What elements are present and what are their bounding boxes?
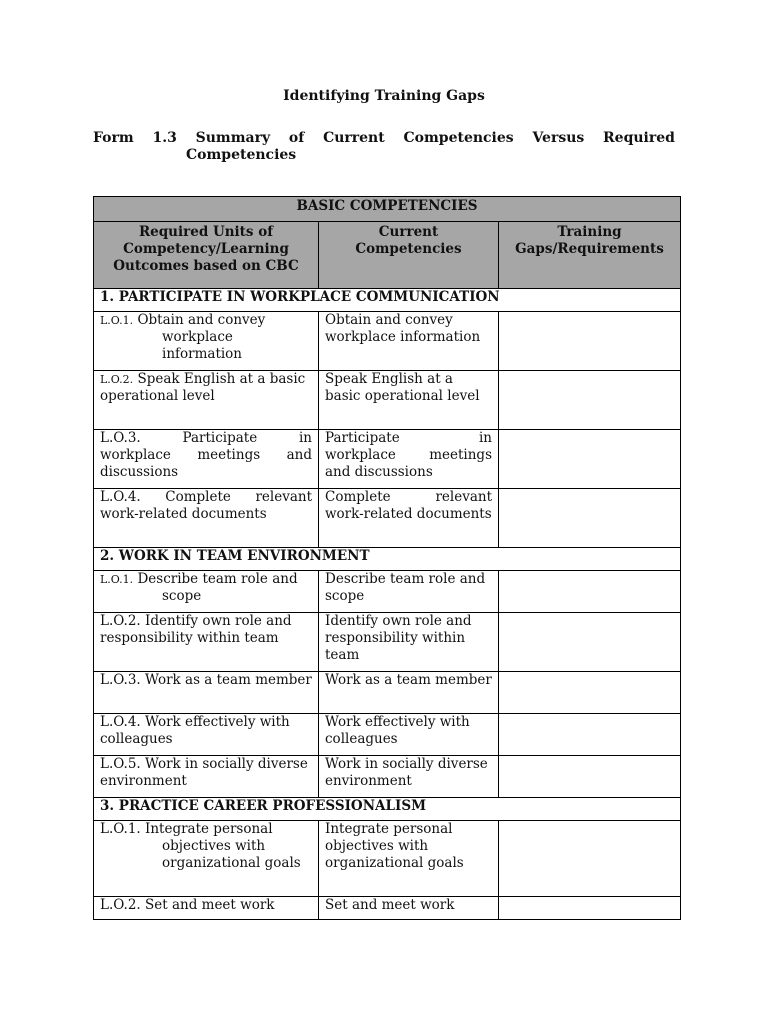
required-outcome-text: Speak English at a basic operational level — [100, 371, 306, 404]
form-word: Competencies — [403, 130, 514, 146]
training-gap-cell[interactable] — [499, 312, 681, 371]
required-outcome-text: Identify own role and responsibility within team — [100, 613, 292, 646]
training-gap-cell[interactable] — [499, 714, 681, 756]
required-outcome-cell — [94, 714, 319, 756]
column-header-gaps: Training Gaps/Requirements — [499, 222, 681, 289]
current-competency-cell: Work effectively with colleagues — [319, 714, 499, 756]
column-header-required: Required Units of Competency/Learning Outcomes based on CBC — [94, 222, 319, 289]
form-word: of — [288, 130, 305, 146]
lo-number: L.O.5. — [100, 756, 141, 772]
required-outcome-cell — [94, 613, 319, 672]
training-gap-cell[interactable] — [499, 897, 681, 920]
form-heading — [93, 130, 675, 164]
section-row — [94, 798, 681, 821]
lo-number: L.O.1. — [100, 573, 134, 586]
lo-number: L.O.2. — [100, 613, 141, 629]
lo-number: L.O.2. — [100, 897, 141, 913]
table-row — [94, 672, 681, 714]
required-outcome-text: Obtain and convey workplace information — [137, 312, 266, 362]
required-outcome-cell — [94, 571, 319, 613]
required-outcome-cell — [94, 897, 319, 920]
section-title: 3. PRACTICE CAREER PROFESSIONALISM — [94, 798, 681, 821]
table-row — [94, 571, 681, 613]
table-header-row — [94, 222, 681, 289]
table-row — [94, 371, 681, 430]
section-row — [94, 548, 681, 571]
required-outcome-text: Describe team role and scope — [137, 571, 298, 604]
current-competency-cell: Speak English at a basic operational level — [319, 371, 499, 430]
training-gap-cell[interactable] — [499, 489, 681, 548]
lo-number: L.O.4. — [100, 489, 141, 505]
lo-number: L.O.3. — [100, 430, 141, 446]
current-competency-cell: Integrate personal objectives with organizational goals — [319, 821, 499, 897]
current-competency-cell: Describe team role and scope — [319, 571, 499, 613]
table-banner-row — [94, 197, 681, 222]
column-header-current: Current Competencies — [319, 222, 499, 289]
form-heading-line1 — [93, 130, 675, 147]
form-word: Required — [603, 130, 675, 146]
form-number: 1.3 — [152, 130, 177, 146]
current-competency-cell: Participate in workplace meetings and discussions — [319, 430, 499, 489]
page-title: Identifying Training Gaps — [283, 88, 485, 104]
form-heading-line2: Competencies — [186, 147, 297, 163]
required-outcome-cell — [94, 312, 319, 371]
lo-number: L.O.4. — [100, 714, 141, 730]
training-gap-cell[interactable] — [499, 756, 681, 798]
required-outcome-text: Participate in workplace meetings and discussions — [100, 430, 312, 480]
training-gap-cell[interactable] — [499, 571, 681, 613]
current-competency-cell: Work in socially diverse environment — [319, 756, 499, 798]
table-row — [94, 430, 681, 489]
required-outcome-cell — [94, 371, 319, 430]
lo-number: L.O.3. — [100, 672, 141, 688]
lo-number: L.O.2. — [100, 373, 134, 386]
table-row — [94, 613, 681, 672]
form-word: Summary — [195, 130, 271, 146]
required-outcome-cell — [94, 672, 319, 714]
current-competency-cell: Identify own role and responsibility within team — [319, 613, 499, 672]
form-word: Current — [323, 130, 385, 146]
table-row — [94, 756, 681, 798]
lo-number: L.O.1. — [100, 821, 141, 837]
training-gap-cell[interactable] — [499, 821, 681, 897]
current-competency-cell: Complete relevant work-related documents — [319, 489, 499, 548]
training-gap-cell[interactable] — [499, 371, 681, 430]
table-banner: BASIC COMPETENCIES — [94, 197, 681, 222]
required-outcome-cell — [94, 489, 319, 548]
required-outcome-text: Work effectively with colleagues — [100, 714, 290, 747]
form-label: Form — [93, 130, 134, 146]
training-gap-cell[interactable] — [499, 430, 681, 489]
required-outcome-text: Set and meet work — [145, 897, 275, 913]
lo-number: L.O.1. — [100, 314, 134, 327]
required-outcome-text: Integrate personal objectives with organizational goals — [145, 821, 301, 871]
section-title: 1. PARTICIPATE IN WORKPLACE COMMUNICATION — [94, 289, 681, 312]
required-outcome-text: Work as a team member — [145, 672, 312, 688]
current-competency-cell: Work as a team member — [319, 672, 499, 714]
required-outcome-cell — [94, 430, 319, 489]
section-row — [94, 289, 681, 312]
table-row — [94, 897, 681, 920]
table-row — [94, 714, 681, 756]
table-body — [94, 289, 681, 920]
training-gap-cell[interactable] — [499, 672, 681, 714]
required-outcome-cell — [94, 821, 319, 897]
required-outcome-cell — [94, 756, 319, 798]
section-title: 2. WORK IN TEAM ENVIRONMENT — [94, 548, 681, 571]
table-row — [94, 489, 681, 548]
current-competency-cell: Set and meet work — [319, 897, 499, 920]
required-outcome-text: Complete relevant work-related documents — [100, 489, 312, 522]
table-row — [94, 312, 681, 371]
required-outcome-text: Work in socially diverse environment — [100, 756, 308, 789]
training-gap-cell[interactable] — [499, 613, 681, 672]
table-row — [94, 821, 681, 897]
current-competency-cell: Obtain and convey workplace information — [319, 312, 499, 371]
form-word: Versus — [532, 130, 585, 146]
competencies-table — [93, 196, 681, 920]
